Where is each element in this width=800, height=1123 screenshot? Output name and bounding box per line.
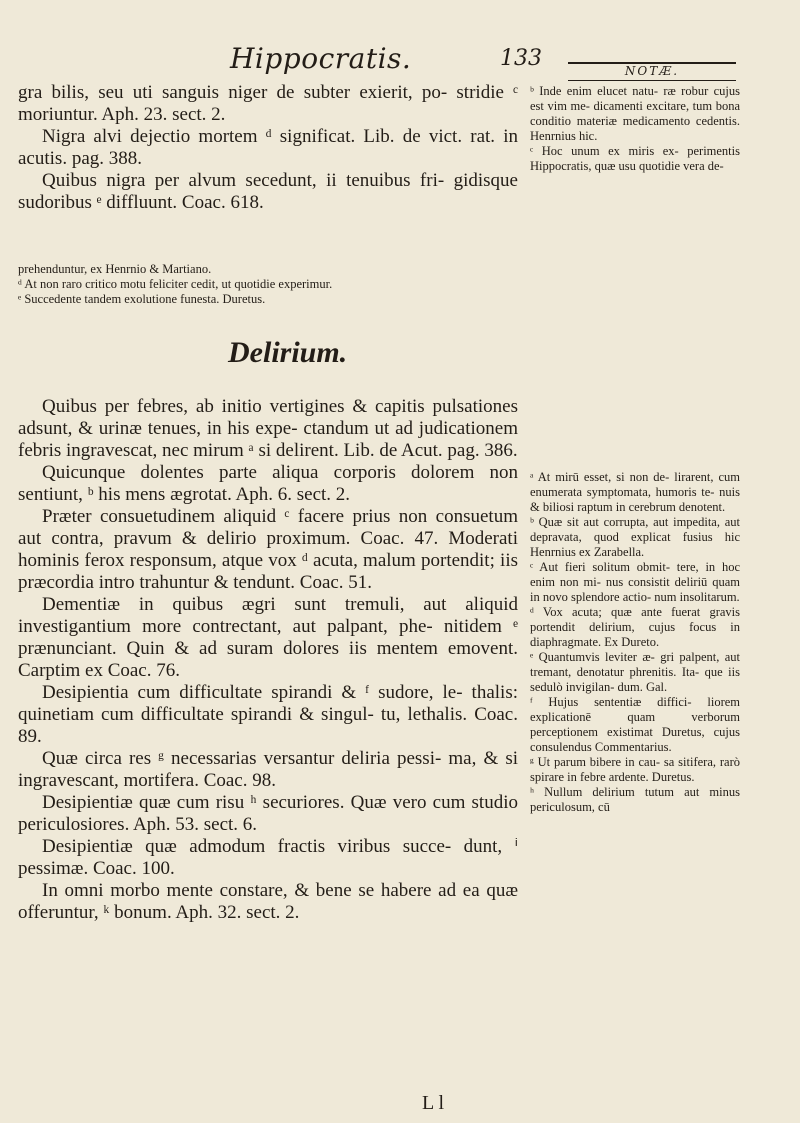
paragraph: In omni morbo mente constare, & bene se habere ad ea quæ offeruntur, ᵏ bonum. Aph. 32. sect. 2. xyxy=(18,880,518,923)
notes-heading: NOTÆ. xyxy=(568,62,736,81)
margin-note: ᵇ Quæ sit aut corrupta, aut impedita, aut depravata, quod explicat fusius hic Henrnius ex Zarabella. xyxy=(530,515,740,559)
top-text-block xyxy=(18,82,518,214)
paragraph: Quibus per febres, ab initio vertigines & capitis pulsationes adsunt, & urinæ tenues, in his expe- ctandum ut ad judicationem febris ingravescat, nec mirum ᵃ si delirent. Lib. de Acut. pag. 386. xyxy=(18,396,518,461)
paragraph: Desipientiæ quæ cum risu ʰ securiores. Quæ vero cum studio periculosiores. Aph. 53. sect. 6. xyxy=(18,792,518,835)
paragraph: Desipientiæ quæ admodum fractis viribus succe- dunt, ⁱ pessimæ. Coac. 100. xyxy=(18,836,518,879)
paragraph: Quicunque dolentes parte aliqua corporis dolorem non sentiunt, ᵇ his mens ægrotat. Aph. 6. sect. 2. xyxy=(18,462,518,505)
footnote: ᵉ Succedente tandem exolutione funesta. Duretus. xyxy=(18,292,266,306)
paragraph: Dementiæ in quibus ægri sunt tremuli, aut aliquid investigantium more contrectant, aut palpant, phe- nitidem ᵉ prænunciant. Quin & ad suram dolores iis mentem emovent. Carptim ex Coac. 76. xyxy=(18,594,518,681)
footnotes xyxy=(18,262,518,307)
paragraph: gra bilis, seu uti sanguis niger de subter exierit, po- stridie ᶜ moriuntur. Aph. 23. sect. 2. xyxy=(18,82,518,125)
footnote: prehenduntur, ex Henrnio & Martiano. xyxy=(18,262,212,276)
paragraph: Quæ circa res ᵍ necessarias versantur deliria pessi- ma, & si ingravescant, mortifera. Coac. 98. xyxy=(18,748,518,791)
section-title: Delirium. xyxy=(228,336,348,369)
paragraph: Quibus nigra per alvum secedunt, ii tenuibus fri- gidisque sudoribus ᵉ diffluunt. Coac. 618. xyxy=(18,170,518,213)
margin-note: ʰ Nullum delirium tutum aut minus periculosum, cū xyxy=(530,785,740,814)
margin-note: ᶜ Hoc unum ex miris ex- perimentis Hippocratis, quæ usu quotidie vera de- xyxy=(530,144,740,173)
page-number: 133 xyxy=(500,46,542,71)
margin-note: ᵃ At mirū esset, si non de- lirarent, cum enumerata symptomata, humoris te- nuis & biliosi raptum in cerebrum denotent. xyxy=(530,470,740,514)
margin-note: ᵇ Inde enim elucet natu- ræ robur cujus est vim me- dicamenti excitare, tum bona conditio materiæ medicamento cedentis. Henrnius hic. xyxy=(530,84,740,143)
side-notes-column xyxy=(530,470,740,815)
margin-note: ᶜ Aut fieri solitum obmit- tere, in hoc enim non mi- nus consistit deliriū quam in novo splendore actio- num insolitarum. xyxy=(530,560,740,604)
running-head: Hippocratis. xyxy=(230,42,412,75)
margin-note: ᵍ Ut parum bibere in cau- sa sitifera, rarò spirare in febre ardente. Duretus. xyxy=(530,755,740,784)
paragraph: Nigra alvi dejectio mortem ᵈ significat. Lib. de vict. rat. in acutis. pag. 388. xyxy=(18,126,518,169)
paragraph: Præter consuetudinem aliquid ᶜ facere prius non consuetum aut contra, pravum & delirio proximum. Coac. 47. Moderati hominis ferox responsum, atque vox ᵈ acuta, malum portendit; iis præcordia intro trahuntur & tendunt. Coac. 51. xyxy=(18,506,518,593)
main-text-block xyxy=(18,396,518,924)
margin-note: ᵉ Quantumvis leviter æ- gri palpent, aut tremant, denotatur phrenitis. Ita- que iis sedulò invigilan- dum. Gal. xyxy=(530,650,740,694)
top-notes-column xyxy=(530,84,740,174)
paragraph: Desipientia cum difficultate spirandi & ᶠ sudore, le- thalis: quinetiam cum difficultate spirandi & singul- tu, lethalis. Coac. 89. xyxy=(18,682,518,747)
margin-note: ᶠ Hujus sententiæ diffici- liorem explicationē quam verborum perceptionem existimat Duretus, cujus consulendus Commentarius. xyxy=(530,695,740,754)
footnote: ᵈ At non raro critico motu feliciter cedit, ut quotidie experimur. xyxy=(18,277,333,291)
margin-note: ᵈ Vox acuta; quæ ante fuerat gravis portendit delirium, cujus focus in diaphragmate. Ex Dureto. xyxy=(530,605,740,649)
signature-mark: L l xyxy=(422,1092,445,1114)
